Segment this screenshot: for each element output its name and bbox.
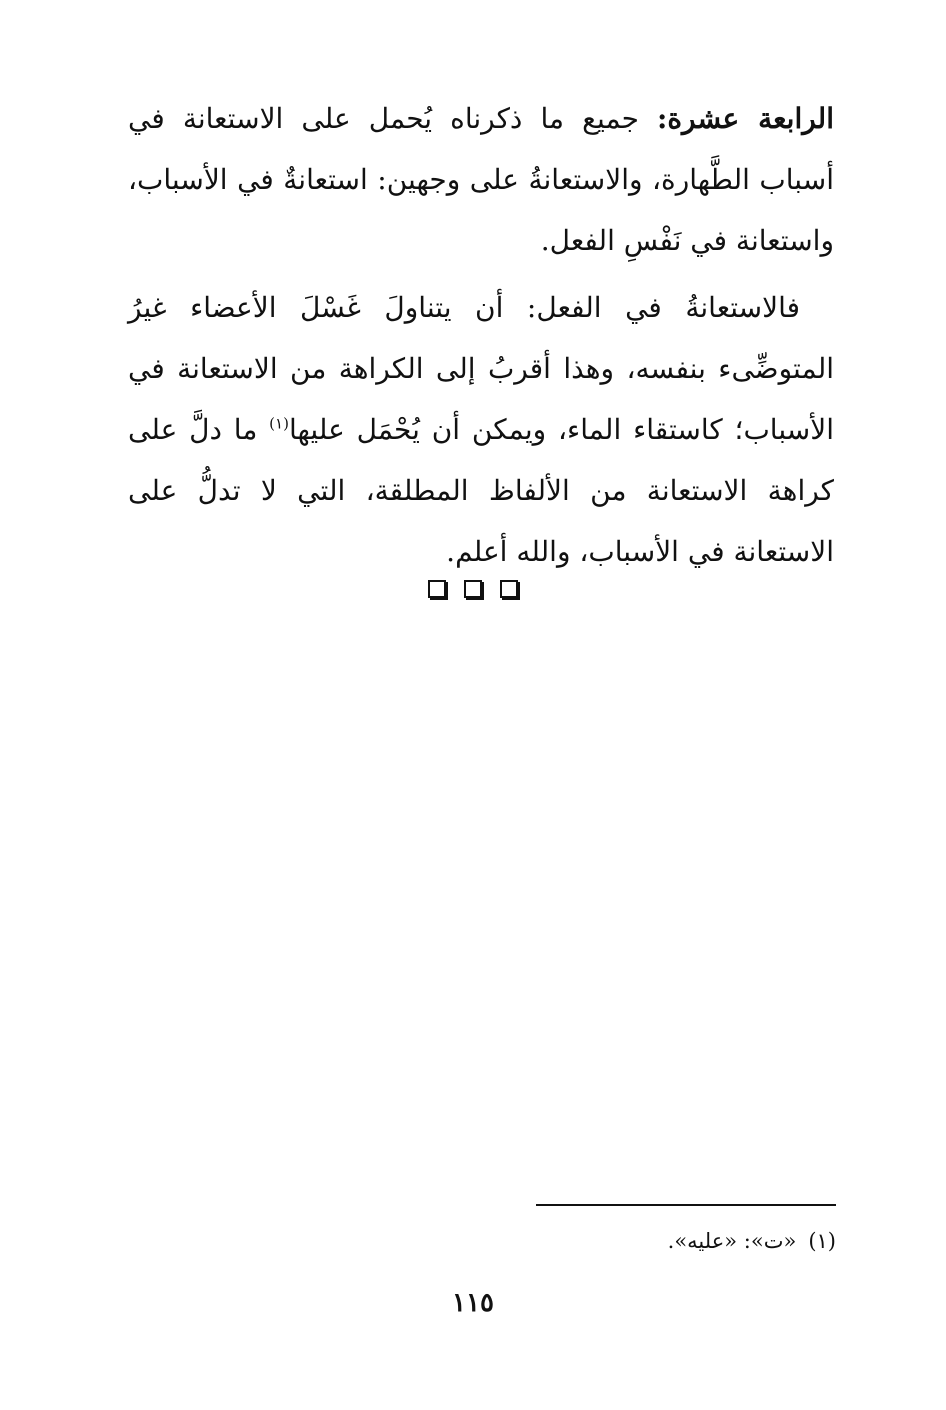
footnote-reference[interactable]: (١) [269,414,289,433]
footnote-number: (١) [808,1229,836,1253]
footnote [536,1224,836,1258]
paragraph-assistance-in-act [128,277,834,582]
square-ornament-icon [428,580,446,598]
main-text [128,88,834,588]
paragraph-text-after-ref: ما دلَّ على كراهة الاستعانة من الألفاظ المطلقة، التي لا تدلُّ على الاستعانة في الأسباب، والله أعلم. [128,413,834,568]
section-separator [0,580,946,598]
footnote-text: «ت»: «عليه». [667,1229,797,1253]
paragraph-fourteenth [128,88,834,271]
paragraph-text: جميع ما ذكرناه يُحمل على الاستعانة في أسباب الطَّهارة، والاستعانةُ على وجهين: استعانةٌ في الأسباب، واستعانة في نَفْسِ الفعل. [128,102,834,257]
page-number: ١١٥ [452,1288,494,1318]
square-ornament-icon [464,580,482,598]
paragraph-text-before-ref: فالاستعانةُ في الفعل: أن يتناولَ غَسْلَ الأعضاء غيرُ المتوضِّىء بنفسه، وهذا أقربُ إلى الكراهة من الاستعانة في الأسباب؛ كاستقاء الماء، ويمكن أن يُحْمَل عليها [128,291,834,446]
paragraph-lead: الرابعة عشرة: [657,102,834,135]
footnote-divider [536,1204,836,1206]
square-ornament-icon [500,580,518,598]
